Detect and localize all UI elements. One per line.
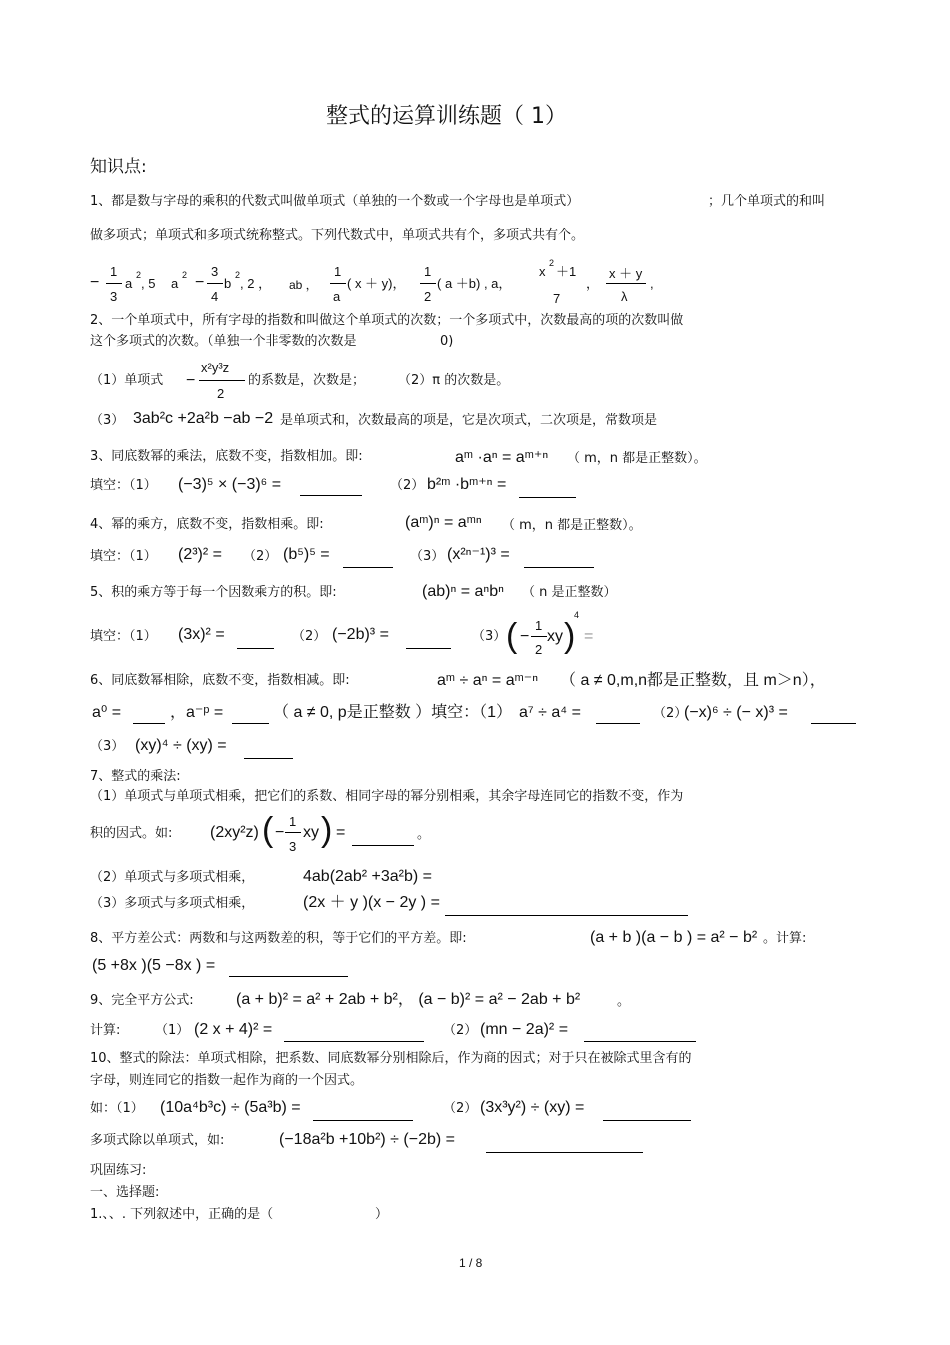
s7-f3: (2x ＋ y )(x − 2y ) = [303, 894, 440, 911]
s9-f2: (mn − 2a)² = [480, 1021, 569, 1038]
s3-formula: aᵐ ·aⁿ = aᵐ⁺ⁿ [455, 449, 549, 466]
expr-minus: − [90, 274, 100, 291]
s2-q1-text: 的系数是，次数是； [248, 373, 366, 388]
frac4-bar [420, 283, 436, 284]
s2-q3-expr: 3ab²c +2a²b −ab −2 [133, 410, 274, 427]
answer-blank[interactable] [237, 648, 274, 649]
frac5-num: x [539, 264, 546, 279]
right-paren: ) [564, 617, 576, 655]
s9-f1: (2 x + 4)² = [194, 1021, 273, 1038]
s2-q1-den: 2 [217, 386, 225, 401]
s5-fill-label: 填空：（1） [90, 629, 157, 644]
s5-f1: (3x)² = [178, 626, 225, 643]
s5-f3-bar [531, 636, 547, 637]
expr-ab: ab ， [289, 278, 318, 292]
s2-q1-bar [199, 380, 245, 381]
expr-2: , 2 ， [240, 276, 272, 291]
s8-f1: (5 +8x )(5 −8x ) = [92, 957, 216, 974]
s9-calc: 计算: [90, 1023, 121, 1038]
s2-q1-minus: − [186, 372, 196, 389]
s5-f3-xy: xy [547, 628, 563, 645]
frac6-num: x ＋ y [609, 266, 643, 281]
s10-f2: (3x³y²) ÷ (xy) = [480, 1099, 585, 1116]
s2-line1: 2、一个单项式中，所有字母的指数和叫做这个单项式的次数；一个多项式中，次数最高的项的次数叫做 [90, 313, 684, 328]
expr-sup: 2 [182, 270, 188, 280]
frac5-num2: ＋1 [556, 264, 577, 279]
s5-formula: (ab)ⁿ = aⁿbⁿ [422, 583, 504, 600]
frac3-bar [330, 283, 346, 284]
left-paren: ( [262, 811, 274, 849]
s3-f2-label: （2） [390, 478, 425, 493]
s10-line2: 字母，则连同它的指数一起作为商的一个因式。 [90, 1073, 364, 1088]
s2-zero: 0) [440, 334, 454, 349]
s5-f3-num: 1 [535, 618, 543, 633]
s4-f2: (b⁵)⁵ = [283, 546, 330, 563]
s3-condition: （ m，n 都是正整数）。 [567, 451, 707, 466]
expr-b: b [224, 276, 232, 291]
s5-condition: （ n 是正整数） [522, 585, 617, 600]
s9-f1-label: （1） [155, 1023, 190, 1038]
s7-p3: （3）多项式与多项式相乘， [90, 896, 255, 911]
s7-f1-eq: = [336, 824, 346, 841]
s5-f3-eq: = [584, 628, 594, 645]
s3-f2: b²ᵐ ·bᵐ⁺ⁿ = [427, 476, 507, 493]
s7-f1-xy: xy [303, 824, 319, 841]
s6-line: 6、同底数幂相除，底数不变，指数相减。即: [90, 673, 350, 688]
answer-blank[interactable] [244, 758, 293, 759]
s9-f2-label: （2） [443, 1023, 478, 1038]
s5-f3-label: （3） [472, 629, 507, 644]
left-paren: ( [506, 617, 518, 655]
s7-f1-bar [285, 832, 301, 833]
s4-f1: (2³)² = [178, 546, 222, 563]
right-paren: ) [321, 811, 333, 849]
s1-line1b: ；几个单项式的和叫 [708, 194, 826, 209]
s7-f1-num: 1 [289, 814, 297, 829]
answer-blank[interactable] [313, 1120, 413, 1121]
answer-blank[interactable] [596, 723, 640, 724]
expr-xy: ( x ＋ y)， [347, 276, 406, 291]
s7-f2: 4ab(2ab² +3a²b) = [303, 868, 432, 885]
s5-f3-minus: − [520, 628, 530, 645]
answer-blank[interactable] [133, 723, 165, 724]
s8-formula: (a + b )(a − b ) = a² − b² [590, 929, 758, 946]
question-1: 1.、、. 下列叙述中，正确的是（ [90, 1207, 274, 1222]
s7-line: 7、整式的乘法: [90, 769, 181, 784]
page-title: 整式的运算训练题（ 1） [326, 104, 567, 129]
s10-f2-label: （2） [443, 1101, 478, 1116]
s6-condition: （ a ≠ 0,m,n都是正整数，且 m＞n）， [560, 672, 826, 689]
frac4-den: 2 [424, 289, 432, 304]
s7-f1a: (2xy²z) [210, 824, 259, 841]
answer-blank[interactable] [445, 915, 688, 916]
s2-line2: 这个多项式的次数。（单独一个非零数的次数是 [90, 334, 357, 349]
answer-blank[interactable] [343, 567, 393, 568]
s5-line: 5、积的乘方等于每一个因数乘方的积。即: [90, 585, 337, 600]
frac1-bar [106, 283, 122, 284]
frac1-num: 1 [110, 264, 118, 279]
expr-sup: 2 [549, 258, 555, 268]
s7-p1: （1）单项式与单项式相乘，把它们的系数、相同字母的幂分别相乘，其余字母连同它的指数不变，作为 [90, 789, 684, 804]
s5-f2: (−2b)³ = [332, 626, 389, 643]
s3-fill-label: 填空：（1） [90, 478, 157, 493]
frac2-bar [207, 283, 223, 284]
s6-f2: (−x)⁶ ÷ (− x)³ = [684, 704, 788, 721]
expr-comma: , [650, 276, 654, 291]
s6-formula: aᵐ ÷ aⁿ = aᵐ⁻ⁿ [437, 672, 539, 689]
frac3-num: 1 [334, 264, 342, 279]
expr-comma: ， [586, 276, 600, 291]
s10-line1: 10、整式的除法：单项式相除，把系数、同底数幂分别相除后，作为商的因式；对于只在被除式里含有的 [90, 1051, 692, 1066]
answer-blank[interactable] [229, 976, 348, 977]
expr-sup: 2 [136, 270, 142, 280]
s7-p2: （2）单项式与多项式相乘， [90, 870, 255, 885]
s4-f3-label: （3） [410, 549, 445, 564]
expr-sup: 2 [235, 270, 241, 280]
answer-blank[interactable] [406, 648, 451, 649]
s6-condition2: （ a ≠ 0, p是正整数 ）填空：（1） [273, 704, 513, 721]
s6-f2-label: （2） [653, 706, 688, 721]
s9-end: 。 [617, 994, 631, 1009]
practice-heading: 巩固练习: [90, 1163, 147, 1178]
answer-blank[interactable] [811, 723, 856, 724]
frac4-num: 1 [424, 264, 432, 279]
s8-line: 8、平方差公式：两数和与这两数差的积，等于它们的平方差。即: [90, 931, 467, 946]
s2-q1-label: （1）单项式 [90, 373, 164, 388]
answer-blank[interactable] [232, 723, 269, 724]
s6-f1: a⁷ ÷ a⁴ = [519, 704, 581, 721]
s4-f3: (x²ⁿ⁻¹)³ = [447, 546, 510, 563]
frac3-den: a [333, 289, 341, 304]
s7-f1-den: 3 [289, 839, 297, 854]
expr-minus2: − [195, 274, 205, 291]
s1-line2: 做多项式；单项式和多项式统称整式。下列代数式中，单项式共有个，多项式共有个。 [90, 228, 585, 243]
s10-f3: (−18a²b +10b²) ÷ (−2b) = [279, 1131, 455, 1148]
s4-line: 4、幂的乘方，底数不变，指数相乘。即: [90, 517, 324, 532]
frac2-num: 3 [211, 264, 219, 279]
section-heading-knowledge: 知识点: [90, 157, 147, 177]
s4-fill-label: 填空：（1） [90, 549, 157, 564]
s6-f3: (xy)⁴ ÷ (xy) = [135, 737, 227, 754]
s5-f2-label: （2） [292, 629, 327, 644]
s9-line: 9、完全平方公式: [90, 993, 194, 1008]
expr-a: a [125, 276, 133, 291]
s10-example-label: 如：（1） [90, 1101, 144, 1116]
s3-f1: (−3)⁵ × (−3)⁶ = [178, 476, 282, 493]
s8-calc: 。计算: [763, 931, 807, 946]
s10-poly: 多项式除以单项式，如: [90, 1133, 225, 1148]
answer-blank[interactable] [352, 845, 414, 846]
s4-formula: (aᵐ)ⁿ = aᵐⁿ [405, 514, 482, 531]
s3-line: 3、同底数幂的乘法，底数不变，指数相加。即: [90, 449, 363, 464]
frac1-den: 3 [110, 289, 118, 304]
question-1-end: ） [375, 1207, 389, 1222]
expr-apb: ( a ＋b) , a， [437, 276, 512, 291]
s2-q3-text: 是单项式和，次数最高的项是，它是次项式，二次项是，常数项是 [280, 413, 658, 428]
s4-f2-label: （2） [243, 549, 278, 564]
s6-ap: ，a⁻ᵖ = [170, 704, 224, 721]
s5-f3-den: 2 [535, 642, 543, 657]
s2-q1-num: x²y³z [201, 360, 230, 375]
answer-blank[interactable] [603, 1120, 691, 1121]
answer-blank[interactable] [300, 495, 362, 496]
s2-q1b: （2）π 的次数是。 [398, 373, 510, 388]
answer-blank[interactable] [519, 497, 576, 498]
s7-f1-end: 。 [417, 827, 431, 842]
page-number: 1 / 8 [459, 1256, 483, 1270]
s5-f3-exp: 4 [574, 610, 580, 620]
s1-line1: 1、都是数与字母的乘积的代数式叫做单项式（单独的一个数或一个字母也是单项式） [90, 194, 580, 209]
frac6-den: λ [621, 289, 628, 304]
s10-f1: (10a⁴b³c) ÷ (5a³b) = [160, 1099, 301, 1116]
s7-p1b: 积的因式。如: [90, 826, 173, 841]
answer-blank[interactable] [524, 567, 594, 568]
choice-heading: 一、选择题: [90, 1185, 160, 1200]
answer-blank[interactable] [284, 1041, 424, 1042]
s6-f3-label: （3） [90, 739, 125, 754]
frac5-den: 7 [553, 291, 561, 306]
s4-condition: （ m，n 都是正整数）。 [502, 518, 642, 533]
answer-blank[interactable] [584, 1041, 696, 1042]
frac6-bar [606, 283, 646, 284]
expr-a2b: a [171, 276, 179, 291]
frac2-den: 4 [211, 289, 219, 304]
s7-f1-minus: − [275, 824, 285, 841]
s9-formula: (a + b)² = a² + 2ab + b²， (a − b)² = a² − 2ab + b² [236, 991, 581, 1008]
answer-blank[interactable] [486, 1152, 643, 1153]
s2-q3-label: （3） [90, 413, 125, 428]
expr-5: , 5 [141, 276, 156, 291]
s6-a0: a⁰ = [92, 704, 122, 721]
